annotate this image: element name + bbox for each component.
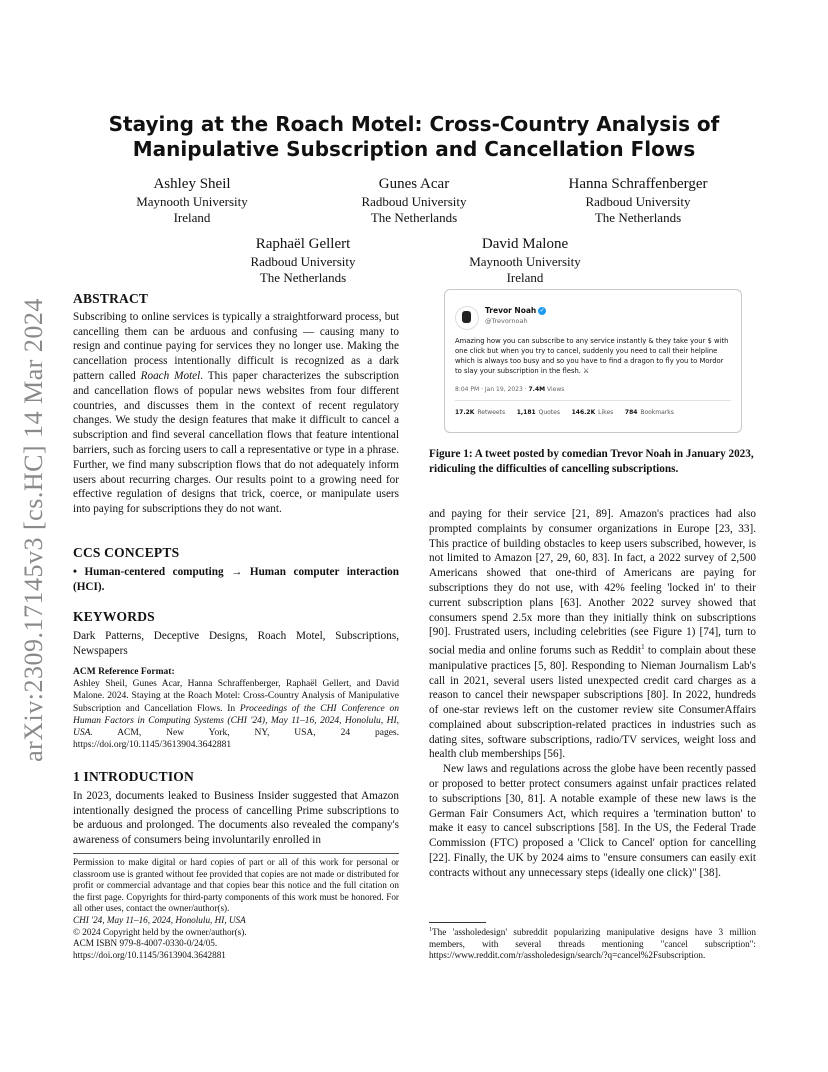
arxiv-identifier <box>4 290 64 770</box>
avatar <box>455 306 479 330</box>
abstract-heading: ABSTRACT <box>73 291 149 306</box>
author-name: Raphaël Gellert <box>255 236 351 252</box>
venue-text: CHI '24, May 11–16, 2024, Honolulu, HI, USA <box>73 914 246 925</box>
right-column-text <box>429 507 756 881</box>
acm-reference <box>73 666 399 751</box>
acm-ref-text: Ashley Sheil, Gunes Acar, Hanna Schraffenberger, Raphaël Gellert, and David Malone. 2024. Staying at the Roach Motel: Cross-Country Analysis of Manipulative Subscription and Cancellation Flows. In Proceedings of the CHI Conference on Human Factors in Computing Systems (CHI '24), May 11–16, 2024, Honolulu, HI, USA. ACM, New York, NY, USA, 24 pages. https://doi.org/10.1145/3613904.3642881 <box>73 679 399 751</box>
tweet-author-name: Trevor Noah ✓ <box>485 306 545 315</box>
copyright-text: © 2024 Copyright held by the owner/author(s). <box>73 926 247 937</box>
tweet-divider <box>455 400 731 401</box>
tweet-figure <box>444 289 742 433</box>
author-country: The Netherlands <box>594 210 682 225</box>
author-block-5 <box>415 234 635 286</box>
author-block-4 <box>193 234 413 286</box>
paragraph-2: New laws and regulations across the globe have been recently passed or proposed to better protect consumers against unfair practices related to subscriptions [30, 81]. A notable example of these new laws is the German Fair Consumers Act, which requires a 'termination button' to make it easy to cancel subscriptions [58]. In the US, the Federal Trade Commission (FTC) proposed a 'Click to Cancel' option for cancelling [22]. Finally, the UK by 2024 aims to "ensure consumers can easily exit contracts without any unnecessary steps (ideally one click)" [38]. <box>429 763 756 879</box>
permission-divider <box>73 853 399 854</box>
author-affiliation: Radboud University <box>250 254 356 269</box>
footnote-text: $^1$The 'assholedesign' subreddit popularizing manipulative designs have 3 million members, with several threads mentioning "cancel subscription": https://www.reddit.com/r/assholedesign/search/?q=cancel%2Fsubscription. <box>429 927 756 961</box>
ccs-section <box>73 546 399 594</box>
paper-title <box>72 112 756 162</box>
author-name: David Malone <box>481 236 569 252</box>
author-name: Hanna Schraffenberger <box>568 176 708 192</box>
title-line-2: Manipulative Subscription and Cancellation Flows <box>132 137 696 161</box>
author-name: Gunes Acar <box>378 176 450 192</box>
isbn-text: ACM ISBN 979-8-4007-0330-0/24/05. <box>73 938 218 949</box>
arxiv-id-text: arXiv:2309.17145v3 [cs.HC] 14 Mar 2024 <box>19 298 48 762</box>
abstract-section <box>73 292 399 517</box>
verified-badge-icon: ✓ <box>539 307 545 314</box>
intro-text: In 2023, documents leaked to Business Insider suggested that Amazon intentionally designed the process of cancelling Prime subscriptions to be arduous and prolonged. The documents also revealed the company's awareness of consumers being involuntarily enrolled in <box>73 789 399 847</box>
author-block-2 <box>304 174 524 226</box>
permission-block <box>73 857 399 961</box>
keywords-heading: KEYWORDS <box>73 609 155 624</box>
author-country: The Netherlands <box>370 210 458 225</box>
author-block-1 <box>82 174 302 226</box>
author-affiliation: Radboud University <box>361 194 467 209</box>
tweet-stats: 17.2K Retweets 1,181 Quotes 146.2K Likes 784 Bookmarks <box>455 409 674 416</box>
acm-ref-heading: ACM Reference Format: <box>73 667 175 677</box>
keywords-text: Dark Patterns, Deceptive Designs, Roach Motel, Subscriptions, Newspapers <box>73 629 399 657</box>
footnote-divider <box>429 922 486 923</box>
author-country: Ireland <box>506 270 544 285</box>
author-name: Ashley Sheil <box>153 176 231 192</box>
ccs-heading: CCS CONCEPTS <box>73 545 180 560</box>
tweet-handle: @Trevornoah <box>485 317 528 325</box>
ccs-text: • Human-centered computing → Human computer interaction (HCI). <box>73 565 399 593</box>
tweet-meta: 8:04 PM · Jan 19, 2023 · 7.4M Views <box>455 386 565 393</box>
figure-caption: Figure 1: A tweet posted by comedian Trevor Noah in January 2023, ridiculing the difficulties of cancelling subscriptions. <box>429 448 754 475</box>
intro-heading: 1 INTRODUCTION <box>73 769 194 784</box>
introduction-section <box>73 770 399 848</box>
tweet-body: Amazing how you can subscribe to any service instantly & they take your $ with one click but when you try to cancel, suddenly you need to call their helpline which is always too busy and so you have to find a dragon to fly you to Mordor to slay your subscription in the flesh. ⚔ <box>455 337 729 375</box>
keywords-section <box>73 610 399 658</box>
footnote <box>429 925 756 962</box>
author-country: The Netherlands <box>259 270 347 285</box>
paragraph-1: and paying for their service [21, 89]. Amazon's practices had also prompted complaints by consumer organizations in Europe [23, 33]. This practice of building obstacles to keep users subscribed, however, is not limited to Amazon [27, 29, 60, 83]. In fact, a 2022 survey of 2,500 Americans showed that one-third of Americans are paying for subscriptions they do not use, with 42% feeling 'locked in' to their current subscription plans [63]. Another 2022 survey showed that consumers spend 2.5x more than they initially think on subscriptions [90]. Frustrated users, including celebrities (see Figure 1) [74], turn to social media and online forums such as Reddit$^1$ to complain about these manipulative practices [5, 80]. Responding to Nieman Journalism Lab's call in 2021, several users listed unexpected credit card charges as a reason to cancel their newspaper subscriptions [80]. In 2022, hundreds of one-star reviews left on the customer review site ConsumerAffairs complained about subscription-related practices in industries such as dating sites, software subscriptions, radio/TV services, weight loss and health club memberships [56]. <box>429 508 756 761</box>
author-affiliation: Maynooth University <box>136 194 248 209</box>
author-block-3 <box>528 174 748 226</box>
permission-text: Permission to make digital or hard copies of part or all of this work for personal or classroom use is granted without fee provided that copies are not made or distributed for profit or commercial advantage and that copies bear this notice and the full citation on the first page. Copyrights for third-party components of this work must be honored. For all other uses, contact the owner/author(s). <box>73 857 399 914</box>
doi-text: https://doi.org/10.1145/3613904.3642881 <box>73 949 226 960</box>
author-country: Ireland <box>173 210 211 225</box>
author-affiliation: Maynooth University <box>469 254 581 269</box>
author-affiliation: Radboud University <box>585 194 691 209</box>
abstract-text: Subscribing to online services is typically a straightforward process, but cancelling them can be arduous and confusing — causing many to resign and continue paying for services they no longer use. Making the cancellation process intentionally difficult is recognized as a dark pattern called Roach Motel. This paper characterizes the subscription and cancellation flows of popular news websites from four different countries, and discusses them in the context of recent regulatory changes. We study the design features that make it difficult to cancel a subscription and find several cancellation flows that feature intentional barriers, such as forcing users to call a representative or type in a phrase. Further, we find many subscription flows that do not adequately inform users about recurring charges. Our results point to a growing need for effective regulation of designs that trick, coerce, or manipulate users into paying for subscriptions they do not want. <box>73 310 399 516</box>
title-line-1: Staying at the Roach Motel: Cross-Country Analysis of <box>108 112 720 136</box>
